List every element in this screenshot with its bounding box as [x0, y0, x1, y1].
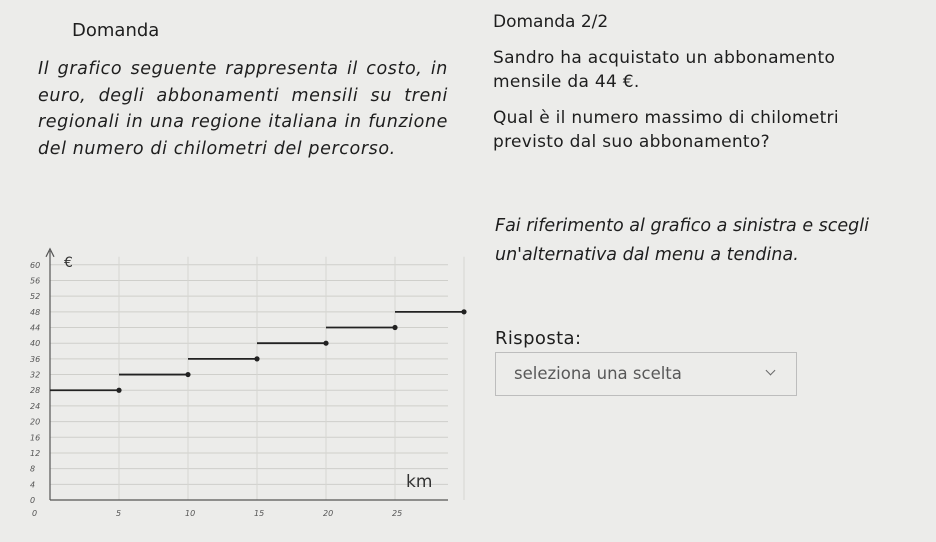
- y-tick-label: 48: [30, 307, 41, 317]
- question-counter: Domanda 2/2: [493, 12, 609, 32]
- hint-text: Fai riferimento al grafico a sinistra e scegli un'alternativa dal menu a tendina.: [495, 216, 870, 265]
- x-axis-label: km: [406, 472, 433, 492]
- y-tick-label: 0: [30, 496, 36, 505]
- y-tick-label: 12: [30, 448, 41, 458]
- step-endpoint-dot: [392, 325, 397, 330]
- x-tick-label: 15: [254, 509, 265, 518]
- step-endpoint-dot: [461, 309, 466, 314]
- step-endpoint-dot: [254, 356, 259, 361]
- x-tick-label: 0: [32, 509, 38, 518]
- chart-grid: [50, 257, 464, 500]
- y-tick-label: 16: [30, 433, 41, 443]
- y-tick-label: 40: [30, 339, 41, 349]
- answer-label: Risposta:: [495, 328, 582, 349]
- y-tick-label: 20: [30, 417, 41, 427]
- y-tick-label: 56: [30, 276, 41, 286]
- x-tick-label: 5: [116, 509, 122, 518]
- step-endpoint-dot: [116, 388, 121, 393]
- answer-select[interactable]: [495, 352, 797, 396]
- question-header: Domanda: [72, 20, 160, 41]
- y-tick-label: 52: [30, 292, 41, 302]
- y-tick-label: 60: [30, 260, 41, 270]
- question-text-purchase: Sandro ha acquistato un abbonamento mensile da 44 €.: [493, 48, 836, 92]
- x-tick-label: 10: [185, 509, 196, 518]
- select-placeholder: seleziona una scelta: [514, 364, 682, 383]
- y-axis-label: €: [64, 255, 73, 271]
- chevron-down-icon: [766, 366, 776, 376]
- question-text-ask: Qual è il numero massimo di chilometri previsto dal suo abbonamento?: [493, 108, 839, 152]
- y-tick-label: 28: [30, 386, 41, 396]
- step-endpoint-dot: [323, 341, 328, 346]
- step-chart: [0, 225, 470, 542]
- x-tick-label: 20: [323, 509, 334, 518]
- question-body: [493, 46, 893, 166]
- y-tick-label: 4: [30, 480, 36, 490]
- y-tick-label: 32: [30, 370, 41, 380]
- question-intro: Il grafico seguente rappresenta il costo, in euro, degli abbonamenti mensili su treni regionali in una regione italiana in funzione del numero di chilometri del percorso.: [38, 59, 448, 159]
- y-tick-label: 24: [30, 401, 41, 411]
- x-tick-label: 25: [392, 509, 403, 518]
- y-tick-label: 44: [30, 323, 41, 333]
- y-tick-label: 36: [30, 354, 41, 364]
- step-endpoint-dot: [185, 372, 190, 377]
- y-tick-label: 8: [30, 464, 36, 474]
